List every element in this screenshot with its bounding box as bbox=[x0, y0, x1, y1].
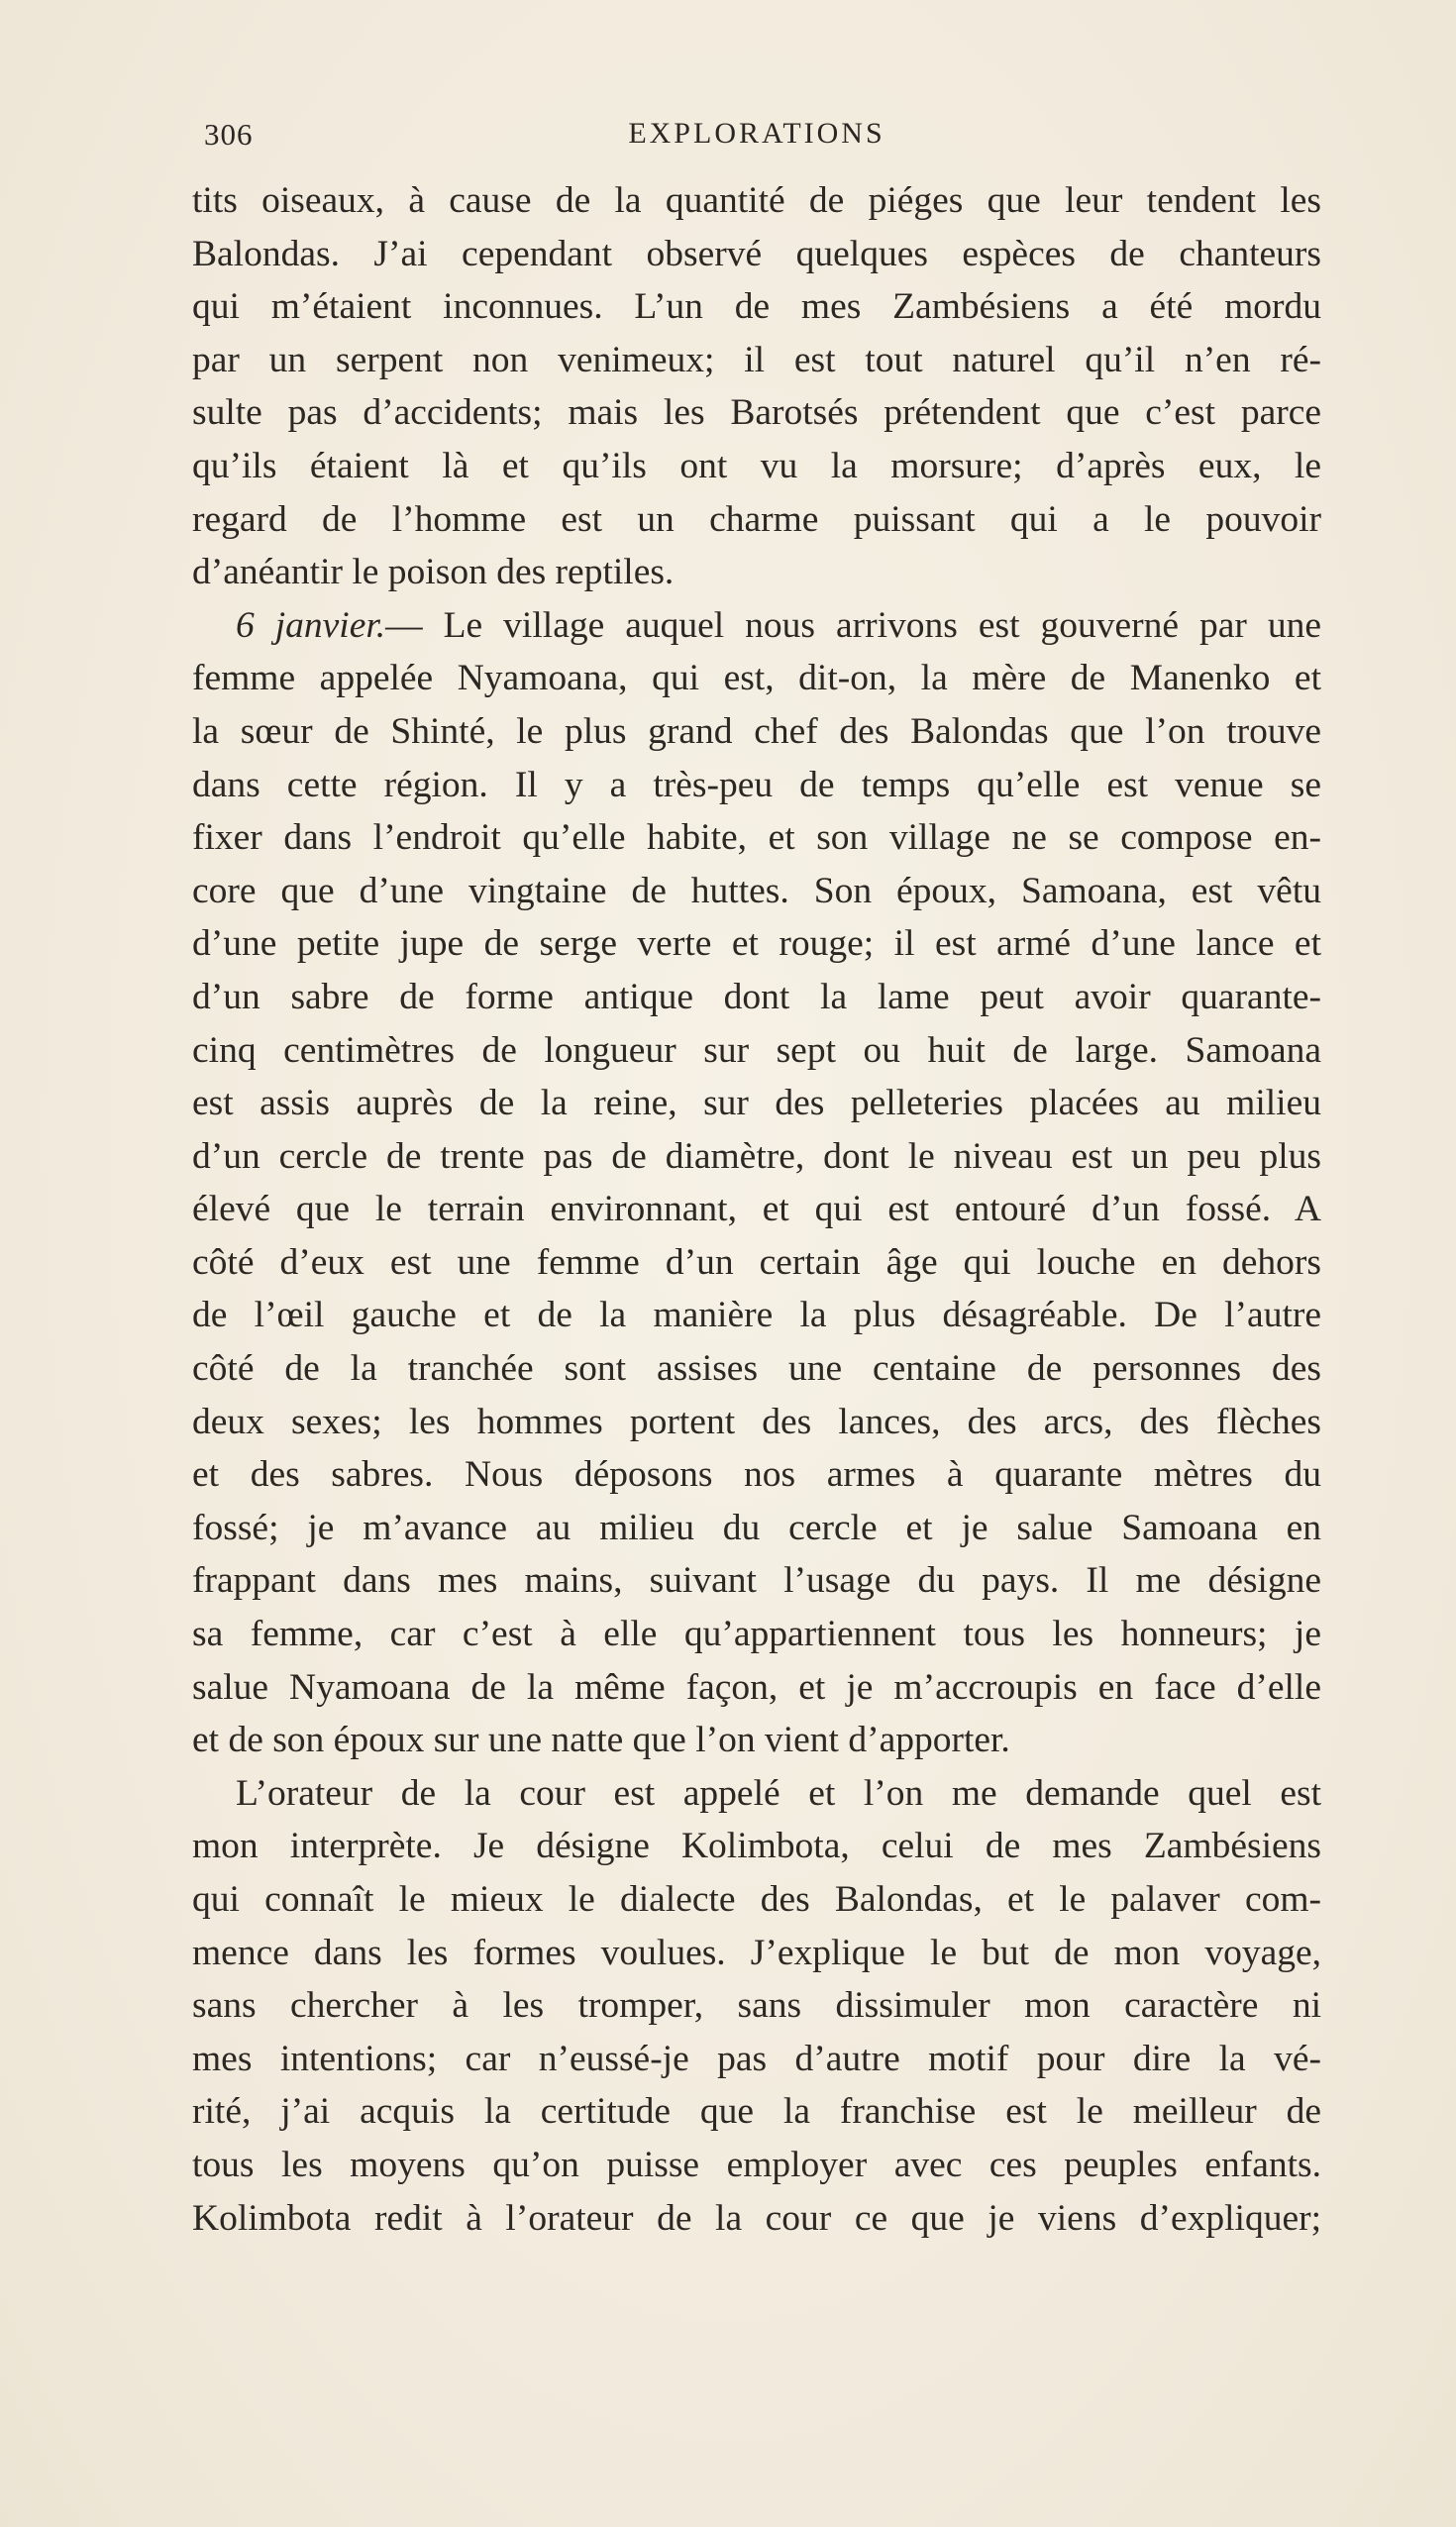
page-number: 306 bbox=[204, 117, 254, 152]
paragraph-first-line bbox=[192, 599, 1321, 653]
paragraph-2 bbox=[192, 599, 1321, 1767]
text-line: qui m’étaient inconnues. L’un de mes Zambésiens a été mordu bbox=[192, 286, 1321, 328]
text-line: fixer dans l’endroit qu’elle habite, et son village ne se compose en- bbox=[192, 817, 1321, 859]
page-header bbox=[192, 117, 1321, 164]
text-line: regard de l’homme est un charme puissant qui a le pouvoir bbox=[192, 498, 1321, 540]
text-line: d’un cercle de trente pas de diamètre, dont le niveau est un peu plus bbox=[192, 1135, 1321, 1177]
text-line: est assis auprès de la reine, sur des pelleteries placées au milieu bbox=[192, 1083, 1321, 1124]
text-line: rité, j’ai acquis la certitude que la franchise est le meilleur de bbox=[192, 2091, 1321, 2133]
paragraph-1 bbox=[192, 174, 1321, 599]
text-line: sa femme, car c’est à elle qu’appartiennent tous les honneurs; je bbox=[192, 1614, 1321, 1655]
text-line: d’un sabre de forme antique dont la lame peut avoir quarante- bbox=[192, 976, 1321, 1017]
text-line: tous les moyens qu’on puisse employer avec ces peuples enfants. bbox=[192, 2144, 1321, 2185]
text-line: élevé que le terrain environnant, et qui est entouré d’un fossé. A bbox=[192, 1189, 1321, 1230]
text-line: deux sexes; les hommes portent des lances, des arcs, des flèches bbox=[192, 1401, 1321, 1442]
text-line: sulte pas d’accidents; mais les Barotsés prétendent que c’est parce bbox=[192, 392, 1321, 434]
text-line: frappant dans mes mains, suivant l’usage du pays. Il me désigne bbox=[192, 1560, 1321, 1602]
text-line: mon interprète. Je désigne Kolimbota, celui de mes Zambésiens bbox=[192, 1826, 1321, 1867]
text-line: qui connaît le mieux le dialecte des Balondas, et le palaver com- bbox=[192, 1879, 1321, 1920]
text-line: femme appelée Nyamoana, qui est, dit-on, la mère de Manenko et bbox=[192, 658, 1321, 699]
first-line-text: — Le village auquel nous arrivons est gouverné par une bbox=[385, 604, 1321, 646]
text-line: de l’œil gauche et de la manière la plus désagréable. De l’autre bbox=[192, 1295, 1321, 1336]
text-line: core que d’une vingtaine de huttes. Son époux, Samoana, est vêtu bbox=[192, 870, 1321, 911]
text-line: et de son époux sur une natte que l’on vient d’apporter. bbox=[192, 1720, 1010, 1761]
text-line: Balondas. J’ai cependant observé quelques espèces de chanteurs bbox=[192, 233, 1321, 274]
text-line: mence dans les formes voulues. J’explique le but de mon voyage, bbox=[192, 1932, 1321, 1973]
text-line: d’anéantir le poison des reptiles. bbox=[192, 552, 675, 593]
paragraph-3 bbox=[192, 1767, 1321, 2245]
text-line: qu’ils étaient là et qu’ils ont vu la morsure; d’après eux, le bbox=[192, 445, 1321, 486]
text-line: et des sabres. Nous déposons nos armes à quarante mètres du bbox=[192, 1454, 1321, 1496]
text-line: L’orateur de la cour est appelé et l’on me demande quel est bbox=[236, 1772, 1321, 1814]
text-line: Kolimbota redit à l’orateur de la cour ce que je viens d’expliquer; bbox=[192, 2197, 1321, 2239]
running-head: EXPLORATIONS bbox=[628, 117, 885, 150]
body-text bbox=[192, 174, 1321, 2245]
date-label: 6 janvier. bbox=[236, 604, 386, 646]
text-line: fossé; je m’avance au milieu du cercle et je salue Samoana en bbox=[192, 1507, 1321, 1548]
text-line: par un serpent non venimeux; il est tout naturel qu’il n’en ré- bbox=[192, 339, 1321, 380]
text-line: mes intentions; car n’eussé-je pas d’autre motif pour dire la vé- bbox=[192, 2038, 1321, 2079]
text-line: côté de la tranchée sont assises une centaine de personnes des bbox=[192, 1348, 1321, 1390]
text-line: sans chercher à les tromper, sans dissimuler mon caractère ni bbox=[192, 1985, 1321, 2027]
text-line: côté d’eux est une femme d’un certain âge qui louche en dehors bbox=[192, 1241, 1321, 1283]
text-line: d’une petite jupe de serge verte et rouge; il est armé d’une lance et bbox=[192, 923, 1321, 965]
text-line: tits oiseaux, à cause de la quantité de piéges que leur tendent les bbox=[192, 180, 1321, 221]
text-line: salue Nyamoana de la même façon, et je m’accroupis en face d’elle bbox=[192, 1666, 1321, 1708]
text-line: dans cette région. Il y a très-peu de temps qu’elle est venue se bbox=[192, 764, 1321, 805]
text-line: cinq centimètres de longueur sur sept ou huit de large. Samoana bbox=[192, 1029, 1321, 1071]
text-line: la sœur de Shinté, le plus grand chef des Balondas que l’on trouve bbox=[192, 710, 1321, 752]
